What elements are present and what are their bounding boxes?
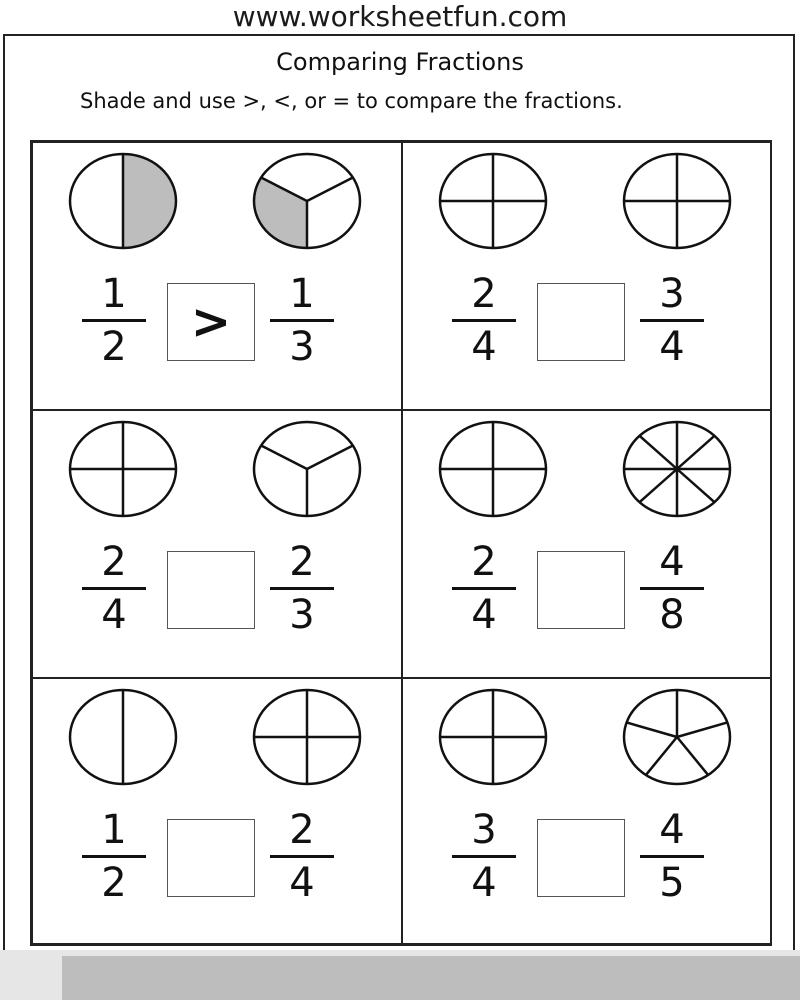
fraction-right [637, 807, 707, 907]
denominator: 3 [289, 592, 315, 638]
fraction-bar [270, 319, 334, 322]
fraction-bar [452, 587, 516, 590]
fraction-circle-left[interactable] [67, 687, 179, 787]
numerator: 1 [101, 807, 127, 853]
fraction-circle-left[interactable] [437, 419, 549, 519]
problem-cell-6 [402, 678, 772, 944]
fraction-circle-right[interactable] [621, 419, 733, 519]
answer-box[interactable] [167, 551, 255, 629]
denominator: 3 [289, 324, 315, 370]
denominator: 4 [289, 860, 315, 906]
answer-box[interactable] [537, 551, 625, 629]
answer-box[interactable]: > [167, 283, 255, 361]
fraction-right [637, 271, 707, 371]
problem-cell-1 [32, 142, 402, 410]
problem-cell-4 [402, 410, 772, 678]
denominator: 4 [101, 592, 127, 638]
fraction-right [267, 271, 337, 371]
problem-grid [30, 140, 772, 946]
division-line [627, 722, 677, 737]
fraction-bar [640, 855, 704, 858]
division-line [677, 722, 727, 737]
footer-band [0, 950, 800, 1000]
denominator: 4 [659, 324, 685, 370]
division-line [677, 469, 714, 502]
fraction-bar [82, 855, 146, 858]
fraction-circle-left[interactable] [67, 151, 179, 251]
division-line [677, 737, 708, 775]
division-line [307, 446, 353, 470]
fraction-bar [640, 319, 704, 322]
numerator: 1 [101, 271, 127, 317]
fraction-circle-right[interactable] [251, 151, 363, 251]
fraction-right [637, 539, 707, 639]
site-url: www.worksheetfun.com [232, 0, 568, 33]
answer-box[interactable] [167, 819, 255, 897]
division-line [646, 737, 677, 775]
denominator: 5 [659, 860, 685, 906]
division-line [640, 469, 677, 502]
fraction-right [267, 807, 337, 907]
fraction-circle-left[interactable] [437, 151, 549, 251]
fraction-left [449, 539, 519, 639]
numerator: 1 [289, 271, 315, 317]
fraction-bar [82, 587, 146, 590]
numerator: 2 [101, 539, 127, 585]
fraction-left [449, 271, 519, 371]
division-line [640, 436, 677, 469]
numerator: 3 [659, 271, 685, 317]
fraction-circle-left[interactable] [437, 687, 549, 787]
fraction-right [267, 539, 337, 639]
answer-box[interactable] [537, 819, 625, 897]
problem-cell-2 [402, 142, 772, 410]
denominator: 8 [659, 592, 685, 638]
numerator: 4 [659, 807, 685, 853]
fraction-left [79, 807, 149, 907]
shaded-sector [123, 154, 176, 248]
fraction-left [79, 271, 149, 371]
denominator: 4 [471, 592, 497, 638]
division-line [261, 446, 307, 470]
division-line [677, 436, 714, 469]
fraction-bar [82, 319, 146, 322]
numerator: 2 [289, 807, 315, 853]
instructions: Shade and use >, <, or = to compare the fractions. [80, 89, 623, 113]
page-title: Comparing Fractions [276, 48, 524, 76]
fraction-bar [452, 855, 516, 858]
fraction-circle-right[interactable] [621, 151, 733, 251]
numerator: 2 [471, 271, 497, 317]
fraction-left [79, 539, 149, 639]
denominator: 2 [101, 324, 127, 370]
problem-cell-5 [32, 678, 402, 944]
denominator: 4 [471, 860, 497, 906]
answer-box[interactable] [537, 283, 625, 361]
denominator: 2 [101, 860, 127, 906]
fraction-circle-right[interactable] [621, 687, 733, 787]
fraction-circle-left[interactable] [67, 419, 179, 519]
division-line [307, 178, 353, 202]
numerator: 3 [471, 807, 497, 853]
numerator: 4 [659, 539, 685, 585]
fraction-bar [270, 855, 334, 858]
fraction-bar [270, 587, 334, 590]
fraction-bar [640, 587, 704, 590]
numerator: 2 [289, 539, 315, 585]
denominator: 4 [471, 324, 497, 370]
fraction-circle-right[interactable] [251, 419, 363, 519]
fraction-bar [452, 319, 516, 322]
problem-cell-3 [32, 410, 402, 678]
footer-bar [62, 956, 800, 1000]
numerator: 2 [471, 539, 497, 585]
fraction-left [449, 807, 519, 907]
fraction-circle-right[interactable] [251, 687, 363, 787]
